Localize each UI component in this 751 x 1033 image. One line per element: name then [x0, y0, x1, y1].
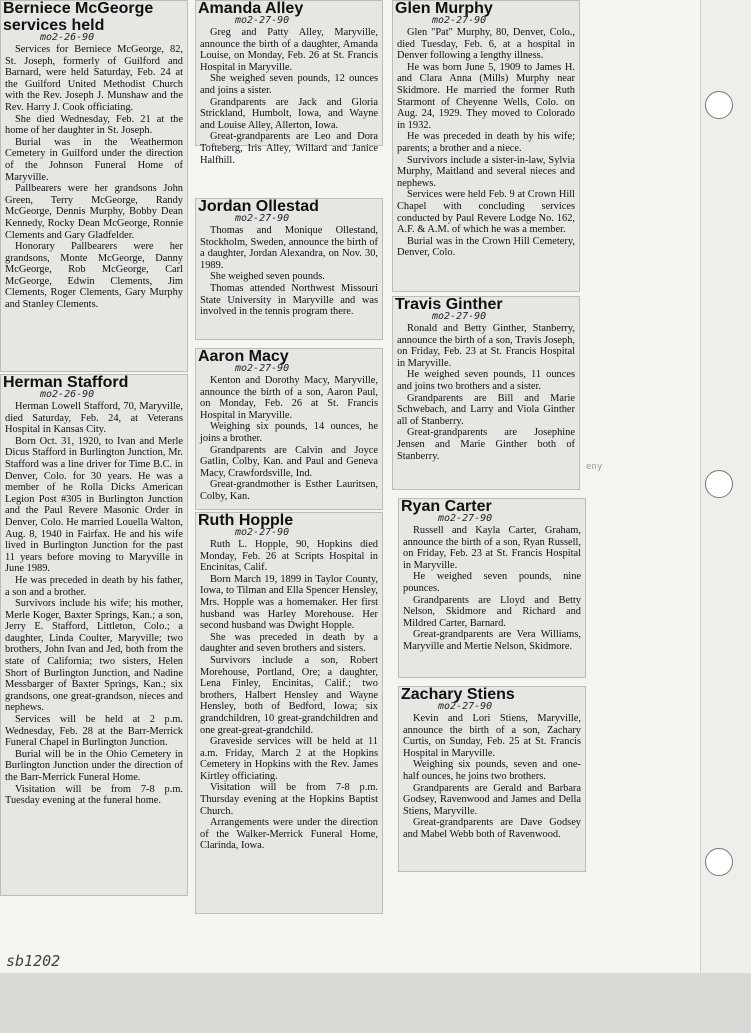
paragraph: Pallbearers were her grandsons John Green, Terry McGeorge, Randy McGeorge, Dennis Murphy, Bobby Dean Kennedy, Rocky Dean McGeorge, Ronnie Clements and Gary Gladfelder. — [5, 183, 183, 241]
paragraph: Visitation will be from 7-8 p.m. Tuesday evening at the funeral home. — [5, 783, 183, 807]
handwritten-date: mo2-27-90 — [235, 15, 290, 26]
paragraph: Grandparents are Gerald and Barbara Godsey, Ravenwood and James and Della Stiens, Maryville. — [403, 782, 581, 817]
clipping-title: Herman Stafford — [3, 374, 129, 391]
paragraph: Weighing six pounds, 14 ounces, he joins a brother. — [200, 421, 378, 444]
paragraph: Kevin and Lori Stiens, Maryville, announce the birth of a son, Zachary Curtis, on Sunday, Feb. 25 at St. Francis Hospital in Maryville. — [403, 713, 581, 759]
clipping-title: Ryan Carter — [401, 498, 492, 515]
paragraph: Born March 19, 1899 in Taylor County, Iowa, to Tilman and Ella Spencer Hensley, Mrs. Hopple was a homemaker. Her first husband was Harley Morehouse. Her second husband was Dwight Hopple. — [200, 573, 378, 632]
scrapbook-page-id: sb1202 — [6, 952, 61, 970]
handwritten-date: mo2-26-90 — [40, 32, 95, 43]
paragraph: Born Oct. 31, 1920, to Ivan and Merle Dicus Stafford in Burlington Junction, Mr. Stafford was a line driver for Time B.C. in Denver, Colo. for 30 years. He was a member of he Rolla Dicks American Legion Post #305 in Burlington Junction and the Paul Revere Masonic Order in Denver, Colo. He married Louella Walton, Aug. 8, 1940 in Fairfax. He and his wife lived in Burlington Junction for the past 11 years before moving to Maryville in June 1989. — [5, 435, 183, 575]
paragraph: She died Wednesday, Feb. 21 at the home of her daughter in St. Joseph. — [5, 113, 183, 137]
handwritten-date: mo2-27-90 — [235, 213, 290, 224]
scan-background — [0, 973, 750, 1033]
clipping-macy — [195, 348, 383, 510]
paragraph: Arrangements were under the direction of the Walker-Merrick Funeral Home, Clarinda, Iowa. — [200, 817, 378, 852]
clipping-title: Amanda Alley — [198, 0, 304, 17]
paragraph: Great-grandmother is Esther Lauritsen, Colby, Kan. — [200, 479, 378, 502]
paragraph: Burial was in the Weathermon Cemetery in Guilford under the direction of the Johnson Funeral Home of Maryville. — [5, 136, 183, 183]
clipping-title: Ruth Hopple — [198, 512, 294, 529]
binder-hole-middle — [705, 470, 733, 498]
clipping-title: Glen Murphy — [395, 0, 493, 17]
binder-hole-top — [705, 91, 733, 119]
handwritten-date: mo2-27-90 — [432, 311, 487, 322]
paragraph: She weighed seven pounds, 12 ounces and joins a sister. — [200, 73, 378, 96]
paragraph: Glen "Pat" Murphy, 80, Denver, Colo., died Tuesday, Feb. 6, at a hospital in Denver following a lengthy illness. — [397, 27, 575, 62]
clipping-ginther — [392, 296, 580, 490]
paragraph: Russell and Kayla Carter, Graham, announce the birth of a son, Ryan Russell, on Friday, Feb. 23 at St. Francis Hospital in Maryville. — [403, 525, 581, 571]
paragraph: Herman Lowell Stafford, 70, Maryville, died Saturday, Feb. 24, at Veterans Hospital in Kansas City. — [5, 401, 183, 436]
paragraph: Survivors include a son, Robert Morehouse, Portland, Ore; a daughter, Lena Finley, Encinitas, Calif.; two brothers, Halbert Hensley and Wayne Hensley, both of Bedford, Iowa; six grandchildren, 10 great-grandchildren and one great-great-grandchild. — [200, 654, 378, 736]
paragraph: Greg and Patty Alley, Maryville, announce the birth of a daughter, Amanda Louise, on Monday, Feb. 26 at St. Francis Hospital in Maryville. — [200, 27, 378, 73]
paragraph: Visitation will be from 7-8 p.m. Thursday evening at the Hopkins Baptist Church. — [200, 782, 378, 817]
handwritten-date: mo2-27-90 — [235, 527, 290, 538]
paragraph: Ronald and Betty Ginther, Stanberry, announce the birth of a son, Travis Joseph, on Friday, Feb. 23 at St. Francis Hospital in Maryville. — [397, 323, 575, 369]
paragraph: Services were held Feb. 9 at Crown Hill Chapel with concluding services conducted by Paul Revere Lodge No. 162, A.F. & A.M. of which he was a member. — [397, 189, 575, 236]
clipping-stiens — [398, 686, 586, 872]
handwritten-date: mo2-27-90 — [235, 363, 290, 374]
paragraph: Great-grandparents are Leo and Dora Tofteberg, Iris Alley, Willard and Janice Halfhill. — [200, 131, 378, 166]
margin-mark: eny — [586, 462, 603, 472]
paragraph: Survivors include his wife; his mother, Merle Koger, Baxter Springs, Kan.; a son, Jerry E. Stafford, Littleton, Colo.; a daughter, Linda Coulter, Maryville; two brothers, John Ivan and Jed, both from the state of California; two sisters, Helen Short of Burlington Junction, and Nadine Messbarger of Baxter Springs, Kan.; six grandsons, one great-grandson, nieces and nephews. — [5, 598, 183, 714]
paragraph: Services will be held at 2 p.m. Wednesday, Feb. 28 at the Barr-Merrick Funeral Chapel in Burlington Junction. — [5, 714, 183, 749]
paragraph: He weighed seven pounds, 11 ounces and joins two brothers and a sister. — [397, 369, 575, 392]
paragraph: He was born June 5, 1909 to James H. and Clara Anna (Mills) Murphy near Skidmore. He married the former Ruth Starmont of Cheyenne Wells, Colo. on Aug. 24, 1929. They moved to Colorado in 1932. — [397, 61, 575, 131]
paragraph: Graveside services will be held at 11 a.m. Friday, March 2 at the Hopkins Cemetery in Hopkins with the Rev. James Kirtley officiating. — [200, 736, 378, 782]
paragraph: Great-grandparents are Vera Williams, Maryville and Mertie Nelson, Skidmore. — [403, 629, 581, 652]
paragraph: Grandparents are Jack and Gloria Strickland, Humbolt, Iowa, and Wayne and Louise Alley, Allerton, Iowa. — [200, 96, 378, 131]
paragraph: She weighed seven pounds. — [210, 271, 325, 283]
clipping-hopple — [195, 512, 383, 914]
clipping-title: Aaron Macy — [198, 348, 289, 365]
handwritten-date: mo2-27-90 — [438, 513, 493, 524]
clipping-title: Travis Ginther — [395, 296, 503, 313]
paragraph: Thomas attended Northwest Missouri State University in Maryville and was involved in the tennis program there. — [200, 282, 378, 318]
paragraph: Weighing six pounds, seven and one-half ounces, he joins two brothers. — [403, 759, 581, 782]
paragraph: Burial was in the Crown Hill Cemetery, Denver, Colo. — [397, 235, 575, 259]
paragraph: He was preceded in death by his wife; parents; a brother and a niece. — [397, 131, 575, 154]
binder-hole-bottom — [705, 848, 733, 876]
clipping-ollestad — [195, 198, 383, 340]
paragraph: Services for Berniece McGeorge, 82, St. Joseph, formerly of Guilford and Barnard, were held Saturday, Feb. 24 at the Guilford United Methodist Church with the Rev. Joseph J. Munshaw and the Rev. Harry J. Cook officiating. — [5, 44, 183, 113]
paragraph: Burial will be in the Ohio Cemetery in Burlington Junction under the direction of the Barr-Merrick Funeral Home. — [5, 748, 183, 783]
paragraph: Honorary Pallbearers were her grandsons, Monte McGeorge, Danny McGeorge, Rob McGeorge, Carl McGeorge, Edwin Clements, Jim Clements, Roger Clements, Gary Murphy and Stanley Clements. — [5, 241, 183, 311]
paragraph: Survivors include a sister-in-law, Sylvia Murphy, Maitland and several nieces and nephews. — [397, 154, 575, 189]
paragraph: She was preceded in death by a daughter and seven brothers and sisters. — [200, 631, 378, 655]
clipping-title: Berniece McGeorge services held — [3, 0, 154, 34]
clipping-carter — [398, 498, 586, 678]
clipping-title: Jordan Ollestad — [198, 198, 319, 215]
clipping-stafford — [0, 374, 188, 896]
paragraph: Grandparents are Lloyd and Betty Nelson, Skidmore and Richard and Mildred Carter, Barnard. — [403, 594, 581, 629]
paragraph: He was preceded in death by his father, a son and a brother. — [5, 574, 183, 598]
paragraph: Grandparents are Calvin and Joyce Gatlin, Colby, Kan. and Paul and Geneva Macy, Crawfordsville, Ind. — [200, 444, 378, 479]
paragraph: Kenton and Dorothy Macy, Maryville, announce the birth of a son, Aaron Paul, on Monday, Feb. 26 at St. Francis Hospital in Maryville. — [200, 375, 378, 421]
clipping-mcgeorge — [0, 0, 188, 372]
paragraph: Thomas and Monique Ollestand, Stockholm, Sweden, announce the birth of a daughter, Jordan Alexandra, on Nov. 30, 1989. — [200, 225, 378, 271]
paragraph: Great-grandparents are Dave Godsey and Mabel Webb both of Ravenwood. — [403, 817, 581, 840]
paragraph: Great-grandparents are Josephine Jensen and Marie Ginther both of Stanberry. — [397, 427, 575, 462]
clipping-alley — [195, 0, 383, 166]
paragraph: He weighed seven pounds, nine pounces. — [403, 571, 581, 594]
handwritten-date: mo2-27-90 — [432, 15, 487, 26]
handwritten-date: mo2-27-90 — [438, 701, 493, 712]
handwritten-date: mo2-26-90 — [40, 389, 95, 400]
clipping-title: Zachary Stiens — [401, 686, 515, 703]
clipping-murphy — [392, 0, 580, 292]
paragraph: Grandparents are Bill and Marie Schwebach, and Larry and Viola Ginther all of Stanberry. — [397, 392, 575, 427]
paragraph: Ruth L. Hopple, 90, Hopkins died Monday, Feb. 26 at Scripts Hospital in Encinitas, Calif. — [200, 539, 378, 574]
